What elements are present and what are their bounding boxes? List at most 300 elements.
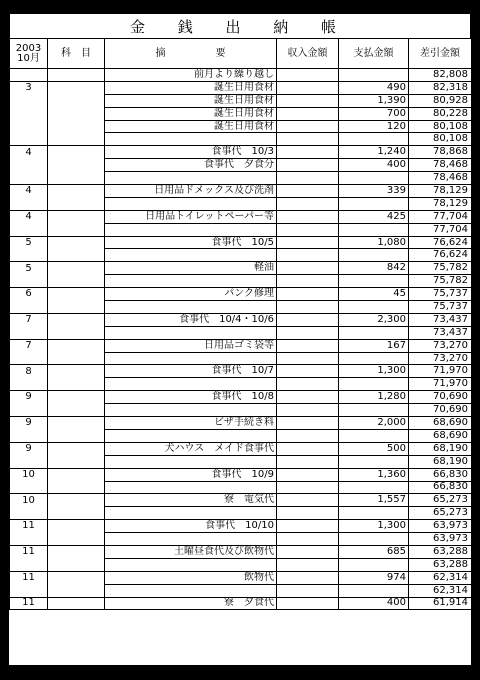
description-cell — [105, 429, 277, 442]
income-cell — [277, 417, 339, 430]
date-cell: 6 — [10, 288, 48, 301]
month-label: 10月 — [17, 52, 40, 64]
expense-cell — [339, 172, 409, 185]
balance-cell: 73,437 — [409, 313, 472, 326]
description-cell — [105, 533, 277, 546]
table-row — [10, 301, 472, 314]
description-cell — [105, 352, 277, 365]
expense-cell: 2,300 — [339, 313, 409, 326]
category-cell — [48, 378, 105, 391]
description-cell: 寮 夕食代 — [105, 597, 277, 610]
category-cell — [48, 159, 105, 172]
table-row — [10, 417, 472, 430]
date-cell — [10, 94, 48, 107]
category-cell — [48, 288, 105, 301]
income-cell — [277, 236, 339, 249]
expense-cell — [339, 69, 409, 82]
date-cell — [10, 378, 48, 391]
date-cell: 7 — [10, 339, 48, 352]
table-row — [10, 391, 472, 404]
date-cell: 4 — [10, 146, 48, 159]
expense-header: 支払金額 — [339, 39, 409, 69]
expense-cell: 400 — [339, 597, 409, 610]
balance-cell: 73,437 — [409, 326, 472, 339]
description-cell: 食事代 10/8 — [105, 391, 277, 404]
balance-cell: 65,273 — [409, 507, 472, 520]
category-cell — [48, 94, 105, 107]
income-cell — [277, 262, 339, 275]
income-cell — [277, 172, 339, 185]
table-row — [10, 249, 472, 262]
description-cell — [105, 326, 277, 339]
category-cell — [48, 146, 105, 159]
description-cell — [105, 558, 277, 571]
description-cell: 土曜昼食代及び飲物代 — [105, 545, 277, 558]
category-cell — [48, 185, 105, 198]
expense-cell — [339, 558, 409, 571]
expense-cell: 1,240 — [339, 146, 409, 159]
expense-cell — [339, 275, 409, 288]
table-row — [10, 197, 472, 210]
description-cell: 食事代 10/7 — [105, 365, 277, 378]
category-cell — [48, 236, 105, 249]
date-cell: 10 — [10, 494, 48, 507]
date-cell: 11 — [10, 597, 48, 610]
expense-cell — [339, 301, 409, 314]
income-cell — [277, 352, 339, 365]
description-cell — [105, 249, 277, 262]
balance-cell: 77,704 — [409, 223, 472, 236]
table-row — [10, 288, 472, 301]
expense-cell — [339, 197, 409, 210]
balance-cell: 62,314 — [409, 571, 472, 584]
category-cell — [48, 417, 105, 430]
date-cell — [10, 172, 48, 185]
expense-cell — [339, 429, 409, 442]
description-cell — [105, 197, 277, 210]
balance-cell: 73,270 — [409, 339, 472, 352]
income-cell — [277, 481, 339, 494]
expense-cell: 1,557 — [339, 494, 409, 507]
date-cell: 5 — [10, 236, 48, 249]
category-cell — [48, 120, 105, 133]
income-cell — [277, 520, 339, 533]
income-cell — [277, 429, 339, 442]
date-cell: 11 — [10, 520, 48, 533]
income-cell — [277, 94, 339, 107]
balance-cell: 68,190 — [409, 442, 472, 455]
income-cell — [277, 365, 339, 378]
income-cell — [277, 468, 339, 481]
table-row — [10, 81, 472, 94]
category-cell — [48, 558, 105, 571]
income-header: 収入金額 — [277, 39, 339, 69]
expense-cell — [339, 223, 409, 236]
expense-cell: 339 — [339, 185, 409, 198]
balance-cell: 65,273 — [409, 494, 472, 507]
expense-cell: 1,080 — [339, 236, 409, 249]
balance-cell: 71,970 — [409, 378, 472, 391]
balance-cell: 75,737 — [409, 301, 472, 314]
date-cell: 4 — [10, 185, 48, 198]
expense-cell: 167 — [339, 339, 409, 352]
date-cell — [10, 481, 48, 494]
description-cell — [105, 455, 277, 468]
date-cell: 11 — [10, 571, 48, 584]
date-cell — [10, 223, 48, 236]
expense-cell: 1,280 — [339, 391, 409, 404]
income-cell — [277, 275, 339, 288]
balance-cell: 80,108 — [409, 120, 472, 133]
income-cell — [277, 507, 339, 520]
income-cell — [277, 249, 339, 262]
category-cell — [48, 597, 105, 610]
description-cell: 日用品ドメックス及び洗剤 — [105, 185, 277, 198]
table-row — [10, 223, 472, 236]
description-cell: 日用品トイレットペーパー等 — [105, 210, 277, 223]
date-cell — [10, 404, 48, 417]
category-cell — [48, 404, 105, 417]
category-cell — [48, 584, 105, 597]
description-cell: 食事代 10/4・10/6 — [105, 313, 277, 326]
table-row — [10, 365, 472, 378]
balance-cell: 75,782 — [409, 262, 472, 275]
date-cell — [10, 120, 48, 133]
income-cell — [277, 210, 339, 223]
table-row — [10, 352, 472, 365]
balance-cell: 70,690 — [409, 391, 472, 404]
description-cell: 誕生日用食材 — [105, 94, 277, 107]
description-cell: 食事代 10/10 — [105, 520, 277, 533]
expense-cell: 490 — [339, 81, 409, 94]
category-cell — [48, 107, 105, 120]
balance-cell: 73,270 — [409, 352, 472, 365]
date-cell: 10 — [10, 468, 48, 481]
income-cell — [277, 120, 339, 133]
table-row — [10, 210, 472, 223]
table-row — [10, 326, 472, 339]
balance-cell: 77,704 — [409, 210, 472, 223]
expense-cell — [339, 507, 409, 520]
table-row — [10, 571, 472, 584]
category-cell — [48, 442, 105, 455]
ledger-table — [9, 39, 472, 610]
table-row — [10, 69, 472, 82]
expense-cell — [339, 481, 409, 494]
balance-cell: 80,928 — [409, 94, 472, 107]
category-cell — [48, 545, 105, 558]
category-cell — [48, 223, 105, 236]
balance-cell: 71,970 — [409, 365, 472, 378]
income-cell — [277, 107, 339, 120]
balance-cell: 80,108 — [409, 133, 472, 146]
table-row — [10, 468, 472, 481]
category-cell — [48, 365, 105, 378]
date-cell — [10, 455, 48, 468]
year-label: 2003 — [15, 42, 42, 54]
expense-cell — [339, 326, 409, 339]
table-row — [10, 133, 472, 146]
income-cell — [277, 133, 339, 146]
expense-cell: 45 — [339, 288, 409, 301]
category-cell — [48, 352, 105, 365]
income-cell — [277, 288, 339, 301]
date-cell: 5 — [10, 262, 48, 275]
income-cell — [277, 391, 339, 404]
expense-cell: 842 — [339, 262, 409, 275]
income-cell — [277, 326, 339, 339]
category-cell — [48, 429, 105, 442]
table-row — [10, 378, 472, 391]
income-cell — [277, 404, 339, 417]
date-cell: 7 — [10, 313, 48, 326]
income-cell — [277, 197, 339, 210]
category-cell — [48, 197, 105, 210]
category-cell — [48, 455, 105, 468]
date-cell — [10, 352, 48, 365]
expense-cell: 1,360 — [339, 468, 409, 481]
category-cell — [48, 313, 105, 326]
description-cell — [105, 133, 277, 146]
income-cell — [277, 558, 339, 571]
balance-cell: 75,782 — [409, 275, 472, 288]
table-row — [10, 159, 472, 172]
balance-cell: 63,973 — [409, 533, 472, 546]
expense-cell — [339, 533, 409, 546]
table-row — [10, 494, 472, 507]
table-row — [10, 172, 472, 185]
table-row — [10, 533, 472, 546]
category-cell — [48, 133, 105, 146]
table-row — [10, 94, 472, 107]
expense-cell: 1,390 — [339, 94, 409, 107]
ledger-title: 金 銭 出 納 帳 — [9, 14, 471, 39]
expense-cell — [339, 352, 409, 365]
date-cell — [10, 584, 48, 597]
table-row — [10, 429, 472, 442]
table-row — [10, 262, 472, 275]
date-cell — [10, 275, 48, 288]
income-cell — [277, 494, 339, 507]
description-cell: 誕生日用食材 — [105, 81, 277, 94]
balance-cell: 82,808 — [409, 69, 472, 82]
date-cell: 9 — [10, 391, 48, 404]
table-row — [10, 584, 472, 597]
balance-cell: 78,129 — [409, 197, 472, 210]
income-cell — [277, 159, 339, 172]
balance-cell: 68,190 — [409, 455, 472, 468]
table-row — [10, 146, 472, 159]
category-cell — [48, 481, 105, 494]
expense-cell: 500 — [339, 442, 409, 455]
table-row — [10, 404, 472, 417]
table-row — [10, 236, 472, 249]
income-cell — [277, 313, 339, 326]
category-cell — [48, 391, 105, 404]
date-cell — [10, 69, 48, 82]
category-cell — [48, 81, 105, 94]
balance-cell: 75,737 — [409, 288, 472, 301]
description-cell: 軽油 — [105, 262, 277, 275]
description-cell: 前月より繰り越し — [105, 69, 277, 82]
income-cell — [277, 81, 339, 94]
description-cell — [105, 275, 277, 288]
income-cell — [277, 301, 339, 314]
category-cell — [48, 301, 105, 314]
description-cell: 犬ハウス メイド食事代 — [105, 442, 277, 455]
expense-cell: 700 — [339, 107, 409, 120]
expense-cell — [339, 584, 409, 597]
table-row — [10, 545, 472, 558]
balance-cell: 63,288 — [409, 545, 472, 558]
table-row — [10, 275, 472, 288]
date-cell: 9 — [10, 417, 48, 430]
expense-cell: 400 — [339, 159, 409, 172]
balance-cell: 82,318 — [409, 81, 472, 94]
balance-cell: 76,624 — [409, 249, 472, 262]
balance-cell: 66,830 — [409, 481, 472, 494]
balance-cell: 78,868 — [409, 146, 472, 159]
balance-cell: 80,228 — [409, 107, 472, 120]
income-cell — [277, 339, 339, 352]
expense-cell — [339, 404, 409, 417]
date-cell — [10, 159, 48, 172]
description-header: 摘 要 — [105, 39, 277, 69]
category-cell — [48, 262, 105, 275]
description-cell: 食事代 10/5 — [105, 236, 277, 249]
table-row — [10, 107, 472, 120]
category-cell — [48, 69, 105, 82]
income-cell — [277, 533, 339, 546]
table-row — [10, 120, 472, 133]
table-row — [10, 481, 472, 494]
date-cell — [10, 133, 48, 146]
category-cell — [48, 326, 105, 339]
date-cell — [10, 533, 48, 546]
income-cell — [277, 223, 339, 236]
table-row — [10, 185, 472, 198]
category-cell — [48, 520, 105, 533]
description-cell — [105, 507, 277, 520]
expense-cell: 2,000 — [339, 417, 409, 430]
income-cell — [277, 455, 339, 468]
balance-cell: 78,468 — [409, 172, 472, 185]
income-cell — [277, 597, 339, 610]
balance-cell: 61,914 — [409, 597, 472, 610]
balance-cell: 78,468 — [409, 159, 472, 172]
category-cell — [48, 172, 105, 185]
expense-cell: 974 — [339, 571, 409, 584]
table-row — [10, 455, 472, 468]
description-cell: 飲物代 — [105, 571, 277, 584]
balance-cell: 78,129 — [409, 185, 472, 198]
description-cell: 誕生日用食材 — [105, 120, 277, 133]
description-cell — [105, 481, 277, 494]
expense-cell: 1,300 — [339, 520, 409, 533]
date-header — [10, 39, 48, 69]
expense-cell: 425 — [339, 210, 409, 223]
date-cell — [10, 507, 48, 520]
balance-cell: 63,288 — [409, 558, 472, 571]
table-row — [10, 507, 472, 520]
income-cell — [277, 545, 339, 558]
category-cell — [48, 507, 105, 520]
table-row — [10, 558, 472, 571]
income-cell — [277, 146, 339, 159]
date-cell: 3 — [10, 81, 48, 94]
header-row — [10, 39, 472, 69]
table-row — [10, 597, 472, 610]
description-cell: 誕生日用食材 — [105, 107, 277, 120]
expense-cell: 120 — [339, 120, 409, 133]
description-cell: 日用品ゴミ袋等 — [105, 339, 277, 352]
date-cell — [10, 558, 48, 571]
date-cell — [10, 429, 48, 442]
category-cell — [48, 494, 105, 507]
description-cell — [105, 378, 277, 391]
description-cell: ビザ手続き料 — [105, 417, 277, 430]
category-cell — [48, 533, 105, 546]
balance-cell: 70,690 — [409, 404, 472, 417]
date-cell — [10, 197, 48, 210]
income-cell — [277, 378, 339, 391]
balance-cell: 68,690 — [409, 417, 472, 430]
date-cell — [10, 326, 48, 339]
balance-cell: 63,973 — [409, 520, 472, 533]
date-cell — [10, 249, 48, 262]
expense-cell — [339, 378, 409, 391]
description-cell — [105, 301, 277, 314]
description-cell: 食事代 10/3 — [105, 146, 277, 159]
description-cell — [105, 223, 277, 236]
date-cell: 4 — [10, 210, 48, 223]
category-cell — [48, 210, 105, 223]
description-cell: 食事代 夕食分 — [105, 159, 277, 172]
expense-cell: 685 — [339, 545, 409, 558]
income-cell — [277, 442, 339, 455]
balance-cell: 62,314 — [409, 584, 472, 597]
date-cell — [10, 301, 48, 314]
category-cell — [48, 275, 105, 288]
description-cell: 寮 電気代 — [105, 494, 277, 507]
table-row — [10, 339, 472, 352]
category-cell — [48, 468, 105, 481]
expense-cell — [339, 455, 409, 468]
balance-cell: 76,624 — [409, 236, 472, 249]
description-cell — [105, 172, 277, 185]
balance-cell: 68,690 — [409, 429, 472, 442]
date-cell: 8 — [10, 365, 48, 378]
table-row — [10, 520, 472, 533]
expense-cell: 1,300 — [339, 365, 409, 378]
date-cell: 11 — [10, 545, 48, 558]
ledger-sheet — [9, 14, 471, 665]
category-header: 科 目 — [48, 39, 105, 69]
income-cell — [277, 584, 339, 597]
category-cell — [48, 339, 105, 352]
balance-header: 差引金額 — [409, 39, 472, 69]
expense-cell — [339, 249, 409, 262]
balance-cell: 66,830 — [409, 468, 472, 481]
income-cell — [277, 185, 339, 198]
table-row — [10, 313, 472, 326]
date-cell: 9 — [10, 442, 48, 455]
category-cell — [48, 249, 105, 262]
table-row — [10, 442, 472, 455]
description-cell — [105, 584, 277, 597]
description-cell: 食事代 10/9 — [105, 468, 277, 481]
date-cell — [10, 107, 48, 120]
